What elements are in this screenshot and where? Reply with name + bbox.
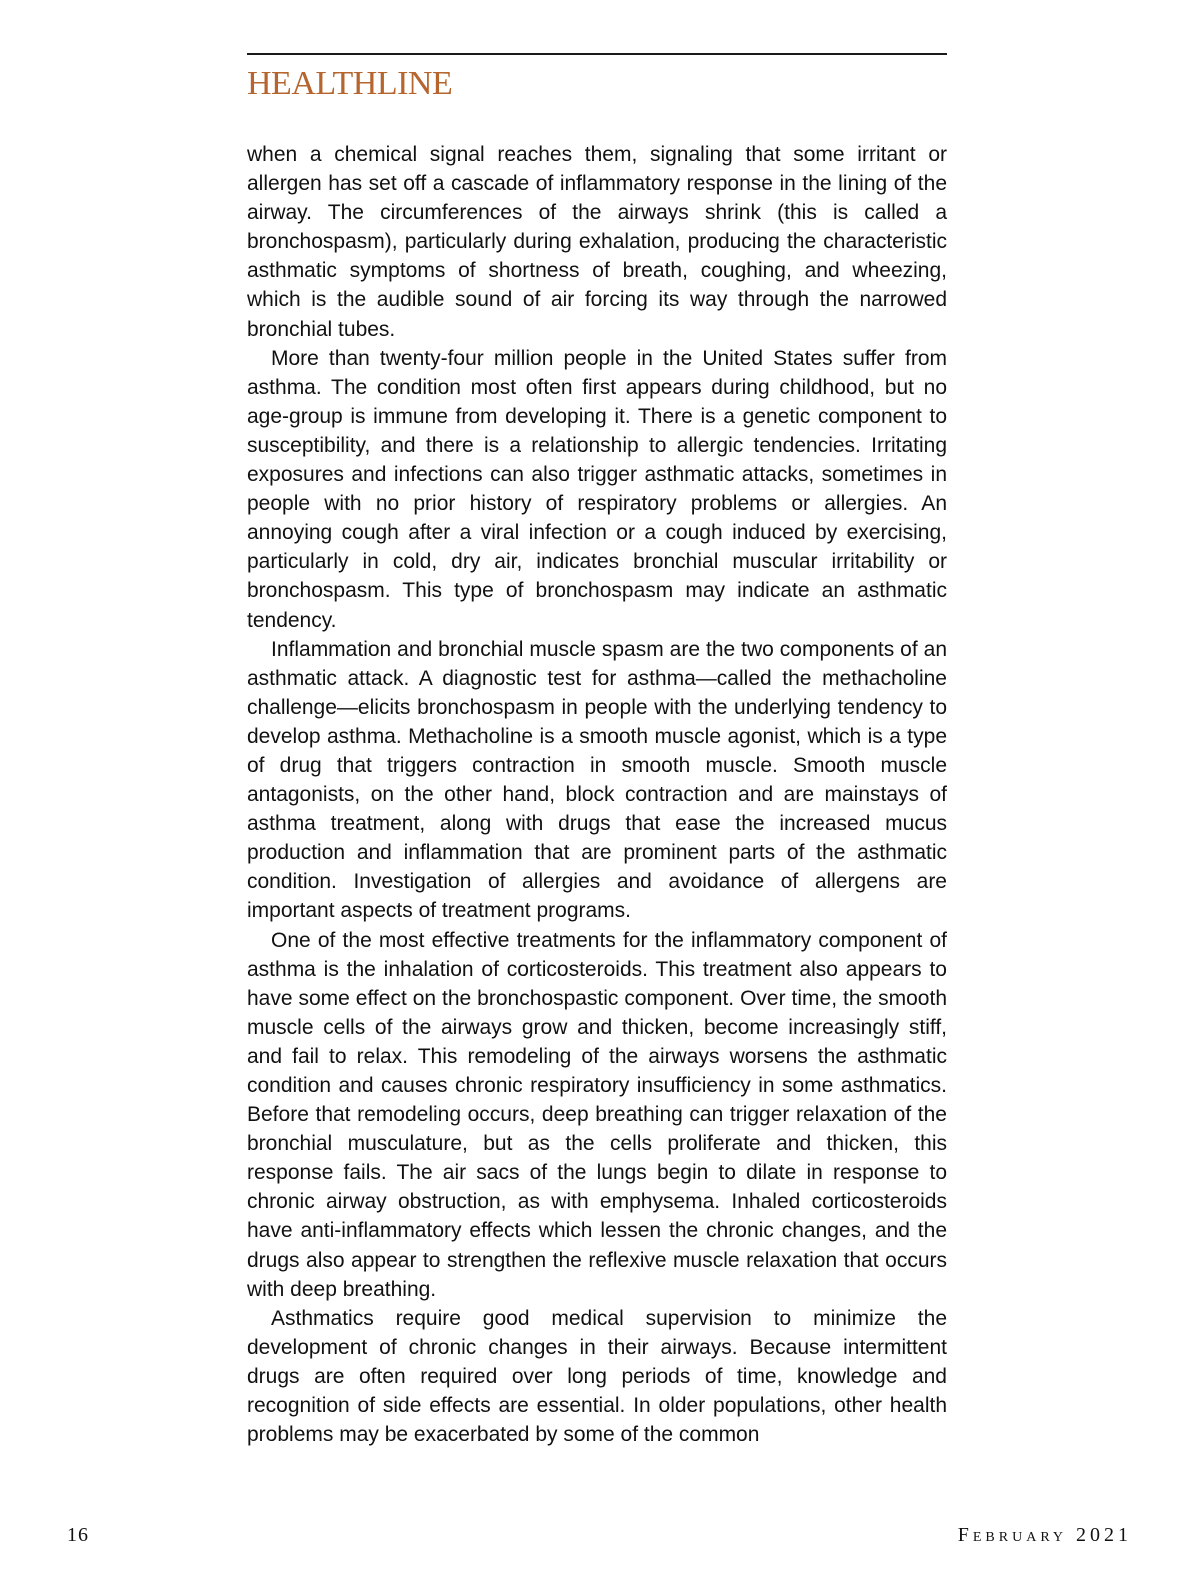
- page-number: 16: [67, 1524, 89, 1546]
- section-title: HEALTHLINE: [247, 65, 453, 102]
- paragraph: Asthmatics require good medical supervision to minimize the development of chronic changes in their airways. Because intermittent drugs are often required over long periods of time, knowledge and recognition of side effects are essential. In older populations, other health problems may be exacerbated by some of the common: [247, 1306, 947, 1447]
- paragraph: when a chemical signal reaches them, signaling that some irritant or allergen has set off a cascade of inflammatory response in the lining of the airway. The circumferences of the airways shrink (this is called a bronchospasm), particularly during exhalation, producing the characteristic asthmatic symptoms of shortness of breath, coughing, and wheezing, which is the audible sound of air forcing its way through the narrowed bronchial tubes.: [247, 143, 947, 341]
- paragraph: One of the most effective treatments for the inflammatory component of asthma is the inhalation of corticosteroids. This treatment also appears to have some effect on the bronchospastic component. Over time, the smooth muscle cells of the airways grow and thicken, become increasingly stiff, and fail to relax. This remodeling of the airways worsens the asthmatic condition and causes chronic respiratory insufficiency in some asthmatics. Before that remodeling occurs, deep breathing can trigger relaxation of the bronchial musculature, but as the cells proliferate and thicken, this response fails. The air sacs of the lungs begin to dilate in response to chronic airway obstruction, as with emphysema. Inhaled corticosteroids have anti-inflammatory effects which lessen the chronic changes, and the drugs also appear to strengthen the reflexive muscle relaxation that occurs with deep breathing.: [247, 928, 947, 1301]
- article-body: [247, 140, 947, 1449]
- header-rule: [247, 53, 947, 55]
- paragraph: Inflammation and bronchial muscle spasm are the two components of an asthmatic attack. A diagnostic test for asthma—called the methacholine challenge—elicits bronchospasm in people with the underlying tendency to develop asthma. Methacholine is a smooth muscle agonist, which is a type of drug that triggers contraction in smooth muscle. Smooth muscle antagonists, on the other hand, block contraction and are mainstays of asthma treatment, along with drugs that ease the increased mucus production and inflammation that are prominent parts of the asthmatic condition. Investigation of allergies and avoidance of allergens are important aspects of treatment programs.: [247, 637, 947, 923]
- issue-date: February 2021: [957, 1524, 1132, 1546]
- paragraph: More than twenty-four million people in the United States suffer from asthma. The condition most often first appears during childhood, but no age-group is immune from developing it. There is a genetic component to susceptibility, and there is a relationship to allergic tendencies. Irritating exposures and infections can also trigger asthmatic attacks, sometimes in people with no prior history of respiratory problems or allergies. An annoying cough after a viral infection or a cough induced by exercising, particularly in cold, dry air, indicates bronchial muscular irritability or bronchospasm. This type of bronchospasm may indicate an asthmatic tendency.: [247, 346, 947, 632]
